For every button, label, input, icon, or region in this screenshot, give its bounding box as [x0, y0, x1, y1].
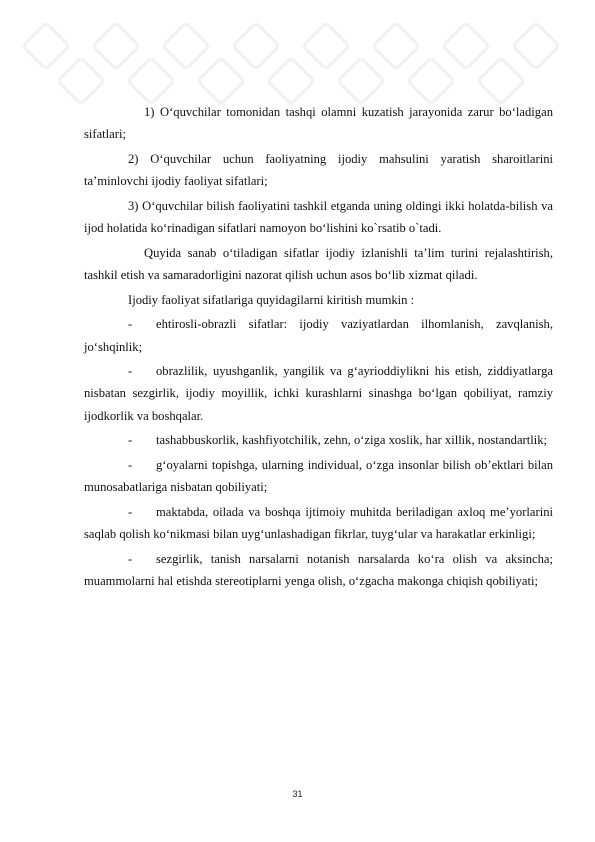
paragraph-5: Ijodiy faoliyat sifatlariga quyidagilarni kiritish mumkin :: [128, 292, 415, 307]
bullet-marker: -: [128, 317, 133, 332]
bullet-text: g‘oyalarni topishga, ularning individual, o‘zga insonlar bilish ob’ektlari bilan munosabatlariga nisbatan qobiliyati;: [84, 458, 553, 495]
bullet-item-6: [84, 548, 553, 592]
body-text: [84, 101, 553, 595]
paragraph-1: 1) O‘quvchilar tomonidan tashqi olamni kuzatish jarayonida zarur bo‘ladigan sifatlari;: [84, 105, 553, 142]
bullet-text: tashabbuskorlik, kashfiyotchilik, zehn, o‘ziga xoslik, har xillik, nostandartlik;: [156, 433, 548, 448]
bullet-item-1: [84, 313, 553, 357]
bullet-marker: -: [128, 458, 133, 473]
bullet-item-5: [84, 501, 553, 545]
bullet-text: obrazlilik, uyushganlik, yangilik va g‘ayrioddiylikni his etish, ziddiyatlarga nisbatan sezgirlik, ijodiy moyillik, ichki kurashlarni sinashga bo‘lgan qobiliyat, ramziy ijodkorlik va boshqalar.: [84, 364, 553, 423]
paragraph-4: Quyida sanab o‘tiladigan sifatlar ijodiy izlanishli ta’lim turini rejalashtirish, tashkil etish va samaradorligini nazorat qilish uchun asos bo‘lib xizmat qiladi.: [84, 245, 553, 282]
bullet-text: ehtirosli-obrazli sifatlar: ijodiy vaziyatlardan ilhomlanish, zavqlanish, jo‘shqinlik;: [84, 317, 553, 354]
bullet-marker: -: [128, 504, 133, 519]
bullet-item-4: [84, 454, 553, 498]
bullet-text: maktabda, oilada va boshqa ijtimoiy muhitda beriladigan axloq me’yorlarini saqlab qolish ko‘nikmasi bilan uyg‘unlashadigan fikrlar, tuyg‘ular va harakatlar erkinligi;: [84, 504, 553, 542]
bullet-item-2: [84, 360, 553, 427]
bullet-marker: -: [128, 433, 133, 448]
bullet-marker: -: [128, 364, 133, 379]
paragraph-2: 2) O‘quvchilar uchun faoliyatning ijodiy mahsulini yaratish sharoitlarini ta’minlovchi ijodiy faoliyat sifatlari;: [84, 151, 553, 189]
page-number: 31: [292, 789, 303, 799]
bullet-text: sezgirlik, tanish narsalarni notanish narsalarda ko‘ra olish va aksincha; muammolarni hal etishda stereotiplarni yenga olish, o‘zgacha makonga chiqish qobiliyati;: [84, 551, 553, 589]
paragraph-3: 3) O‘quvchilar bilish faoliyatini tashkil etganda uning oldingi ikki holatda-bilish va ijod holatida ko‘rinadigan sifatlari namoyon bo‘lishini ko`rsatib o`tadi.: [84, 198, 553, 236]
bullet-item-3: [84, 429, 553, 451]
bullet-marker: -: [128, 551, 133, 566]
